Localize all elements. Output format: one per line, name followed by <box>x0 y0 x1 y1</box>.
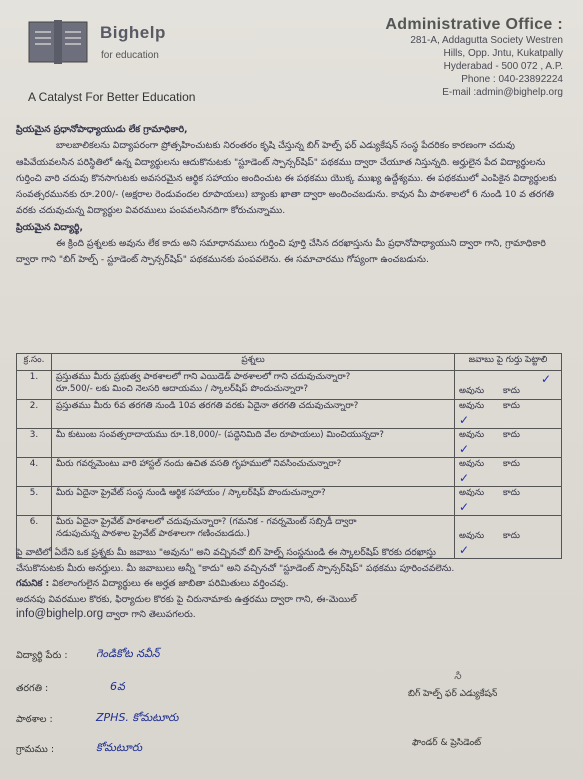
answer-no[interactable]: కాదు <box>503 386 520 396</box>
footer-notes <box>16 545 566 623</box>
answer-cell[interactable] <box>455 400 562 429</box>
open-book-logo-icon <box>27 18 89 68</box>
paragraph-intro: బాలబాలికలను విద్యాపరంగా ప్రోత్సహించుటకు నిరంతరం కృషి చేస్తున్న బిగ్ హెల్ప్ ఫర్ ఎడ్యుకేషన్ సంస్థ పేదరికం కారణంగా చదువు ఆపివేయవలసిన పరిస్థితిలో ఉన్న విద్యార్థులను ఆదుకొనుటకు "స్టూడెంట్ స్పాన్సర్‌షిప్" పథకము ద్వారా చేయూత నిస్తున్నది. అర్హులైన పేద విద్యార్థులను గుర్తించి వారి చదువు కొనసాగుటకు అవసరమైన ఆర్థిక సహాయం అందించుట ఈ పథకము యొక్క ముఖ్య ఉద్దేశ్యము. ఈ పథకములో ఎంపికైన విద్యార్థులకు సంవత్సరమునకు రూ.200/- (అక్షరాల రెండువందల రూపాయలు) బ్యాంకు ఖాతా ద్వారా అందించబడును. కావున మీ పాఠశాలలో 6 నుండి 10 వ తరగతి వరకు చదువుచున్న విద్యార్థుల వివరములు పంపవలసినదిగా కోరుచున్నాము. <box>16 140 557 217</box>
tick-mark-icon: ✓ <box>540 372 551 386</box>
answer-cell[interactable] <box>455 429 562 458</box>
question-text: మీ కుటుంబ సంవత్సరాదాయము రూ.18,000/- (పద్దెనిమిది వేల రూపాయలు) మించియున్నదా? <box>52 429 455 458</box>
note-label: గమనిక : <box>16 578 50 589</box>
signature-mark: సి <box>454 671 462 682</box>
tick-mark-icon: ✓ <box>459 543 470 557</box>
letter-body <box>16 122 566 269</box>
answer-yes[interactable]: అవును <box>459 531 485 541</box>
table-header-row <box>17 354 562 371</box>
question-text: మీరు ఏదైనా ప్రైవేట్ సంస్థ నుండి ఆర్థిక సహాయం / స్కాలర్‌షిప్ పొందుచున్నారా? <box>52 487 455 516</box>
eligibility-table <box>16 353 562 559</box>
field-label-village: గ్రామము : <box>16 744 55 755</box>
col-header-answer: జవాబు పై గుర్తు పెట్టాలి <box>455 354 562 371</box>
field-value-school[interactable]: ZPHS. కోమటూరు <box>96 711 179 724</box>
col-header-question: ప్రశ్నలు <box>52 354 455 371</box>
salutation-headmaster: ప్రియమైన ప్రధానోపాధ్యాయుడు లేక గ్రామాధికారి, <box>16 124 188 135</box>
tick-mark-icon: ✓ <box>459 413 470 427</box>
field-label-class: తరగతి : <box>16 683 49 694</box>
answer-yes[interactable]: అవును <box>459 386 485 396</box>
answer-yes[interactable]: అవును <box>459 459 485 469</box>
table-row <box>17 371 562 400</box>
office-line: Hyderabad - 500 072 , A.P. <box>443 61 563 72</box>
table-row <box>17 429 562 458</box>
office-email: E-mail :admin@bighelp.org <box>442 87 563 98</box>
office-address-block <box>385 16 563 99</box>
question-text: ప్రస్తుతము మీరు ప్రభుత్వ పాఠశాలలో గాని ఎయిడెడ్ పాఠశాలలో గాని చదువుచున్నారా? <box>56 372 351 382</box>
signature-organization: బిగ్ హెల్ప్ ఫర్ ఎడ్యుకేషన్ <box>408 689 498 699</box>
row-number: 2. <box>17 400 52 429</box>
row-number: 4. <box>17 458 52 487</box>
note-line <box>16 576 566 592</box>
question-text: మీరు ఏదైనా ప్రైవేట్ పాఠశాలలో చదువుచున్నారా? (గమనిక - గవర్నమెంట్ సబ్సిడీ ద్వారా <box>56 517 357 527</box>
answer-cell[interactable] <box>455 458 562 487</box>
question-text: నడుపుచున్న పాఠశాల ప్రైవేట్ పాఠశాలగా గణించబడదు.) <box>56 529 250 539</box>
footer-line: చేసుకొనుటకు మీరు అనర్హులు. మీ జవాబులు అన్నీ "కాదు" అని వచ్చినచో "స్టూడెంట్ స్పాన్సర్‌షిప్" పథకము పూరించవలెను. <box>16 562 455 574</box>
answer-no[interactable]: కాదు <box>503 488 520 498</box>
email-line <box>16 607 566 623</box>
tick-mark-icon: ✓ <box>459 471 470 485</box>
brand-subtitle: for education <box>101 50 159 61</box>
answer-cell[interactable] <box>455 487 562 516</box>
answer-cell[interactable] <box>455 371 562 400</box>
paragraph-instructions: ఈ క్రింది ప్రశ్నలకు అవును లేక కాదు అని సమాధానములు గుర్తించి పూర్తి చేసిన దరఖాస్తును మీ ప్రధానోపాధ్యాయుని ద్వారా గాని, గ్రామాధికారి ద్వారా గాని "బిగ్ హెల్ప్ - స్టూడెంట్ స్పాన్సర్‌షిప్" పథకమునకు పంపవలెను. ఈ సమాచారము గోప్యంగా ఉంచబడును. <box>16 238 546 266</box>
footer-line: పై వాటిలో ఏదేని ఒక ప్రశ్నకు మీ జవాబు "అవును" అని వచ్చినచో బిగ్ హెల్ప్ సంస్థనుండి ఈ స్కాలర్‌షిప్ కొరకు దరఖాస్తు <box>16 547 436 558</box>
answer-yes[interactable]: అవును <box>459 401 485 411</box>
row-number: 5. <box>17 487 52 516</box>
field-value-village[interactable]: కోమటూరు <box>96 741 143 754</box>
signature-title: ఫౌండర్ & ప్రెసిడెంట్ <box>412 738 482 748</box>
office-title: Administrative Office : <box>385 16 563 33</box>
contact-email-link[interactable]: info@bighelp.org <box>16 608 104 620</box>
answer-no[interactable]: కాదు <box>503 430 520 440</box>
table-row <box>17 400 562 429</box>
row-number: 3. <box>17 429 52 458</box>
tick-mark-icon: ✓ <box>459 500 470 514</box>
field-label-school: పాఠశాల : <box>16 714 53 725</box>
field-value-class[interactable]: 6వ <box>110 680 125 693</box>
tagline: A Catalyst For Better Education <box>28 90 196 104</box>
answer-no[interactable]: కాదు <box>503 401 520 411</box>
brand-name: Bighelp <box>100 23 166 42</box>
office-phone: Phone : 040-23892224 <box>461 74 563 85</box>
field-label-name: విద్యార్థి పేరు : <box>16 650 68 661</box>
answer-yes[interactable]: అవును <box>459 430 485 440</box>
salutation-student: ప్రియమైన విద్యార్థి, <box>16 221 83 233</box>
answer-no[interactable]: కాదు <box>503 459 520 469</box>
field-value-name[interactable]: గెండికోట నవీన్ <box>96 647 160 660</box>
table-row <box>17 458 562 487</box>
question-cell <box>52 371 455 400</box>
col-header-number: క్ర.సం. <box>17 354 52 371</box>
row-number: 6. <box>17 516 52 559</box>
note-text: వికలాంగులైన విద్యార్థులు ఈ అర్హత జాబితా పరిమితులు వర్తించవు. <box>52 578 289 589</box>
question-text: ప్రస్తుతము మీరు 6వ తరగతి నుండి 10వ తరగతి వరకు ఏదైనా తరగతి చదువుచున్నారా? <box>52 400 455 429</box>
tick-mark-icon: ✓ <box>459 442 470 456</box>
question-text: మీరు గవర్నమెంటు వారి హాస్టల్ నందు ఉచిత వసతి గృహములో నివసించుచున్నారా? <box>52 458 455 487</box>
footer-line: అదనపు వివరముల కొరకు, ఫిర్యాదుల కొరకు పై చిరునామాకు ఉత్తరము ద్వారా గాని, ఈ-మెయిల్ <box>16 593 357 605</box>
office-line: Hills, Opp. Jntu, Kukatpally <box>443 48 563 59</box>
answer-no[interactable]: కాదు <box>503 531 520 541</box>
answer-yes[interactable]: అవును <box>459 488 485 498</box>
email-suffix: ద్వారా గాని తెలుపగలరు. <box>103 609 196 620</box>
office-line: 281-A, Addagutta Society Westren <box>410 35 563 46</box>
table-row <box>17 487 562 516</box>
question-text: రూ.500/- లకు మించి నెలసరి ఆదాయము / స్కాలర్‌షిప్ పొందుచున్నారా? <box>56 384 309 394</box>
row-number: 1. <box>17 371 52 400</box>
